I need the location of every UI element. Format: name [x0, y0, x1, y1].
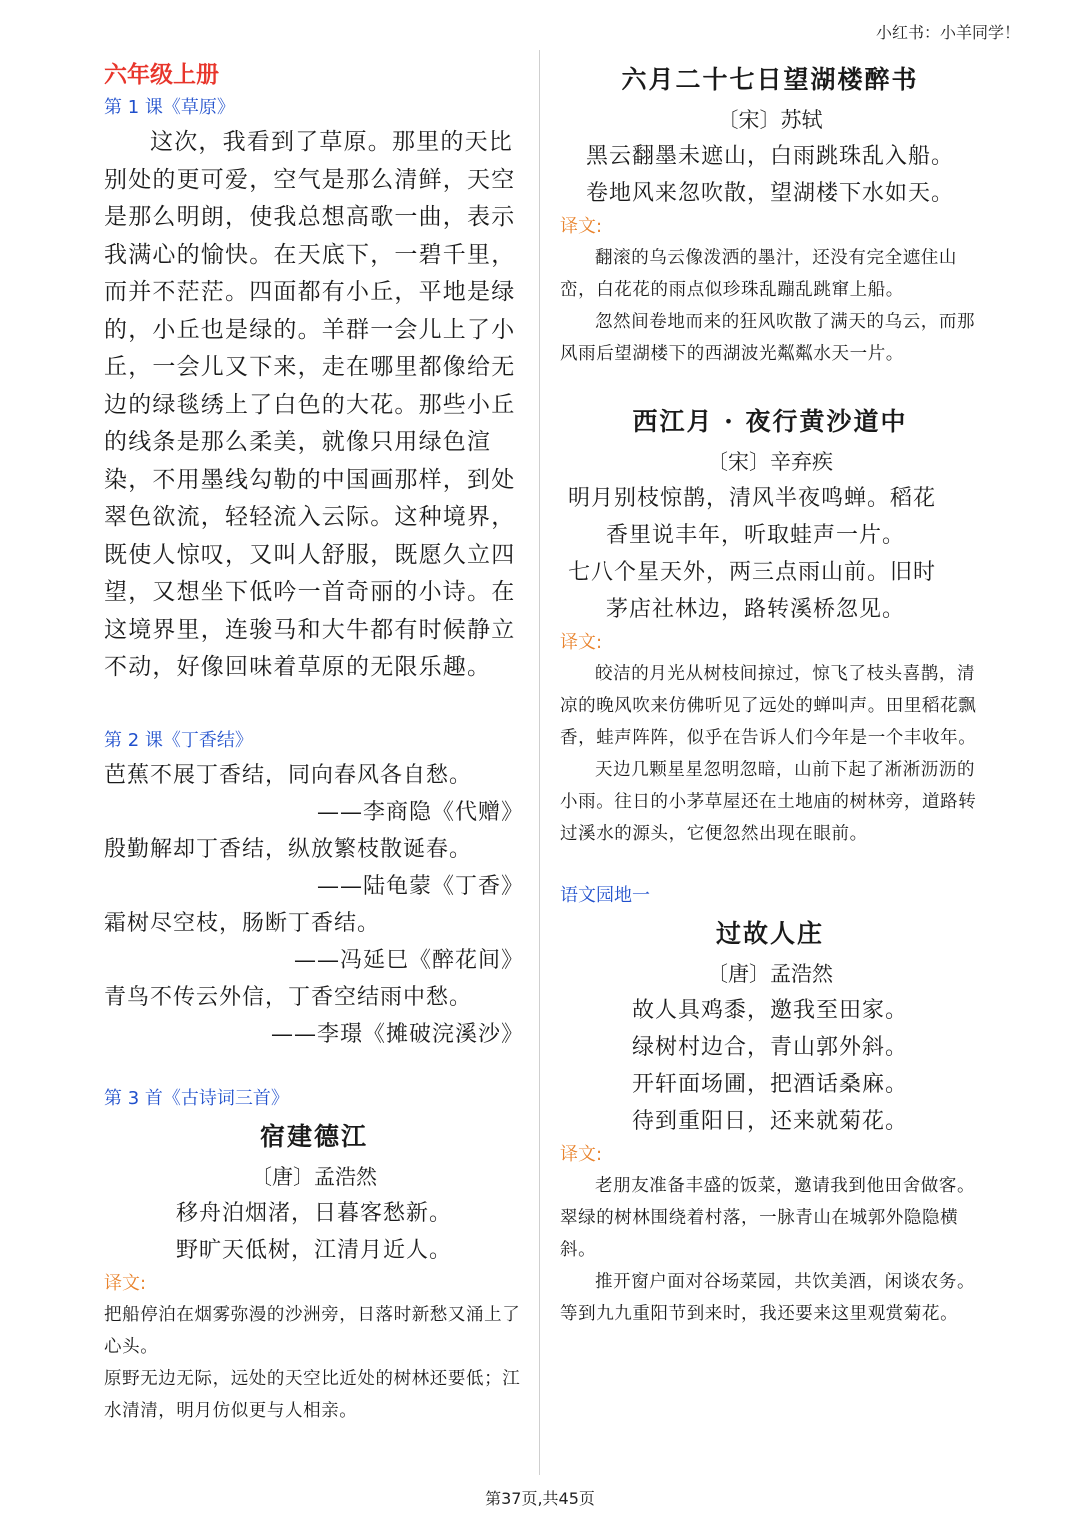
watermark-text: 小红书：小羊同学！: [875, 23, 1020, 42]
translation-paragraph: 原野无边无际，远处的天空比近处的树林还要低；江水清清，明月仿似更与人相亲。: [104, 1368, 521, 1421]
translation-paragraph: 推开窗户面对谷场菜园，共饮美酒，闲谈农务。等到九九重阳节到来时，我还要来这里观赏菊花。: [560, 1272, 976, 1324]
lesson3-heading: 第 3 首《古诗词三首》: [104, 1087, 289, 1109]
quote-attribution: ——冯延巳《醉花间》: [293, 947, 524, 973]
translation-label: 译文:: [560, 1144, 603, 1165]
poem-line: 故人具鸡黍，邀我至田家。: [631, 998, 908, 1023]
translation-paragraph: 忽然间卷地而来的狂风吹散了满天的乌云，而那风雨后望湖楼下的西湖波光粼粼水天一片。: [560, 312, 976, 364]
poem3-author: 〔唐〕孟浩然: [707, 962, 833, 986]
poem-line: 明月别枝惊鹊，清风半夜鸣蝉。稻花: [568, 486, 937, 511]
quote-attribution: ——陆龟蒙《丁香》: [316, 873, 524, 899]
poem-line: 茅店社林边，路转溪桥忽见。: [606, 597, 906, 622]
poem-title: 宿建德江: [259, 1121, 368, 1151]
poem-line: 卷地风来忽吹散，望湖楼下水如天。: [585, 181, 954, 206]
lesson2-heading: 第 2 课《丁香结》: [104, 729, 253, 751]
section-heading: 语文园地一: [560, 885, 650, 906]
page-number: 第37页,共45页: [485, 1489, 595, 1508]
poem-line: 移舟泊烟渚，日暮客愁新。: [175, 1200, 452, 1226]
poem1-author: 〔宋〕苏轼: [717, 108, 823, 132]
translation-paragraph: 老朋友准备丰盛的饭菜，邀请我到他田舍做客。翠绿的树林围绕着村落，一脉青山在城郭外隐隐横斜。: [560, 1176, 976, 1260]
poem-line: 七八个星天外，两三点雨山前。旧时: [568, 560, 937, 585]
lesson2-quotes: [104, 757, 524, 1053]
quote-attribution: ——李璟《摊破浣溪沙》: [270, 1021, 524, 1047]
lesson1-text: 这次，我看到了草原。那里的天比别处的更可爱，空气是那么清鲜，天空是那么明朗，使我总想高歌一曲，表示我满心的愉快。在天底下，一碧千里，而并不茫茫。四面都有小丘，平地是绿的，小丘也是绿的。羊群一会儿上了小丘，一会儿又下来，走在哪里都像给无边的绿毯绣上了白色的大花。那些小丘的线条是那么柔美，就像只用绿色渲染，不用墨线勾勒的中国画那样，到处翠色欲流，轻轻流入云际。这种境界，既使人惊叹，又叫人舒服，既愿久立四望，又想坐下低吟一首奇丽的小诗。在这境界里，连骏马和大牛都有时候静立不动，好像回味着草原的无限乐趣。: [104, 129, 516, 680]
poem2-title: 西江月 · 夜行黄沙道中: [632, 407, 908, 436]
poem-line: 香里说丰年，听取蛙声一片。: [606, 523, 906, 548]
poem1-title: 六月二十七日望湖楼醉书: [621, 65, 919, 94]
quote-verse: 霜树尽空枝，肠断丁香结。: [104, 910, 381, 936]
poem-line: 黑云翻墨未遮山，白雨跳珠乱入船。: [585, 144, 954, 169]
translation-paragraph: 把船停泊在烟雾弥漫的沙洲旁，日落时新愁又涌上了心头。: [104, 1304, 521, 1357]
quote-attribution: ——李商隐《代赠》: [316, 799, 524, 825]
quote-verse: 青鸟不传云外信，丁香空结雨中愁。: [104, 984, 473, 1010]
poem-line: 野旷天低树，江清月近人。: [175, 1237, 452, 1263]
right-column: [560, 58, 980, 1330]
quote-verse: 芭蕉不展丁香结，同向春风各自愁。: [104, 762, 473, 788]
left-column: [104, 58, 524, 1427]
lesson1-heading: 第 1 课《草原》: [104, 97, 235, 118]
poem-line: 开轩面场圃，把酒话桑麻。: [631, 1072, 908, 1097]
poem-line: 绿树村边合，青山郭外斜。: [631, 1035, 908, 1060]
poem3-title: 过故人庄: [715, 919, 824, 948]
column-divider: [539, 50, 540, 1475]
translation-paragraph: 翻滚的乌云像泼洒的墨汁，还没有完全遮住山峦，白花花的雨点似珍珠乱蹦乱跳窜上船。: [560, 248, 957, 300]
grade-title: 六年级上册: [104, 62, 219, 88]
poem2-author: 〔宋〕辛弃疾: [707, 450, 833, 474]
translation-label: 译文:: [104, 1272, 147, 1294]
translation-label: 译文:: [560, 632, 603, 653]
poem-line: 待到重阳日，还来就菊花。: [631, 1109, 908, 1134]
quote-verse: 殷勤解却丁香结，纵放繁枝散诞春。: [104, 836, 473, 862]
translation-paragraph: 天边几颗星星忽明忽暗，山前下起了淅淅沥沥的小雨。往日的小茅草屋还在土地庙的树林旁，道路转过溪水的源头，它便忽然出现在眼前。: [560, 760, 977, 844]
poem-author: 〔唐〕孟浩然: [251, 1164, 377, 1189]
translation-label: 译文:: [560, 216, 603, 237]
translation-paragraph: 皎洁的月光从树枝间掠过，惊飞了枝头喜鹊，清凉的晚风吹来仿佛听见了远处的蝉叫声。田里稻花飘香，蛙声阵阵，似乎在告诉人们今年是一个丰收年。: [560, 664, 977, 748]
